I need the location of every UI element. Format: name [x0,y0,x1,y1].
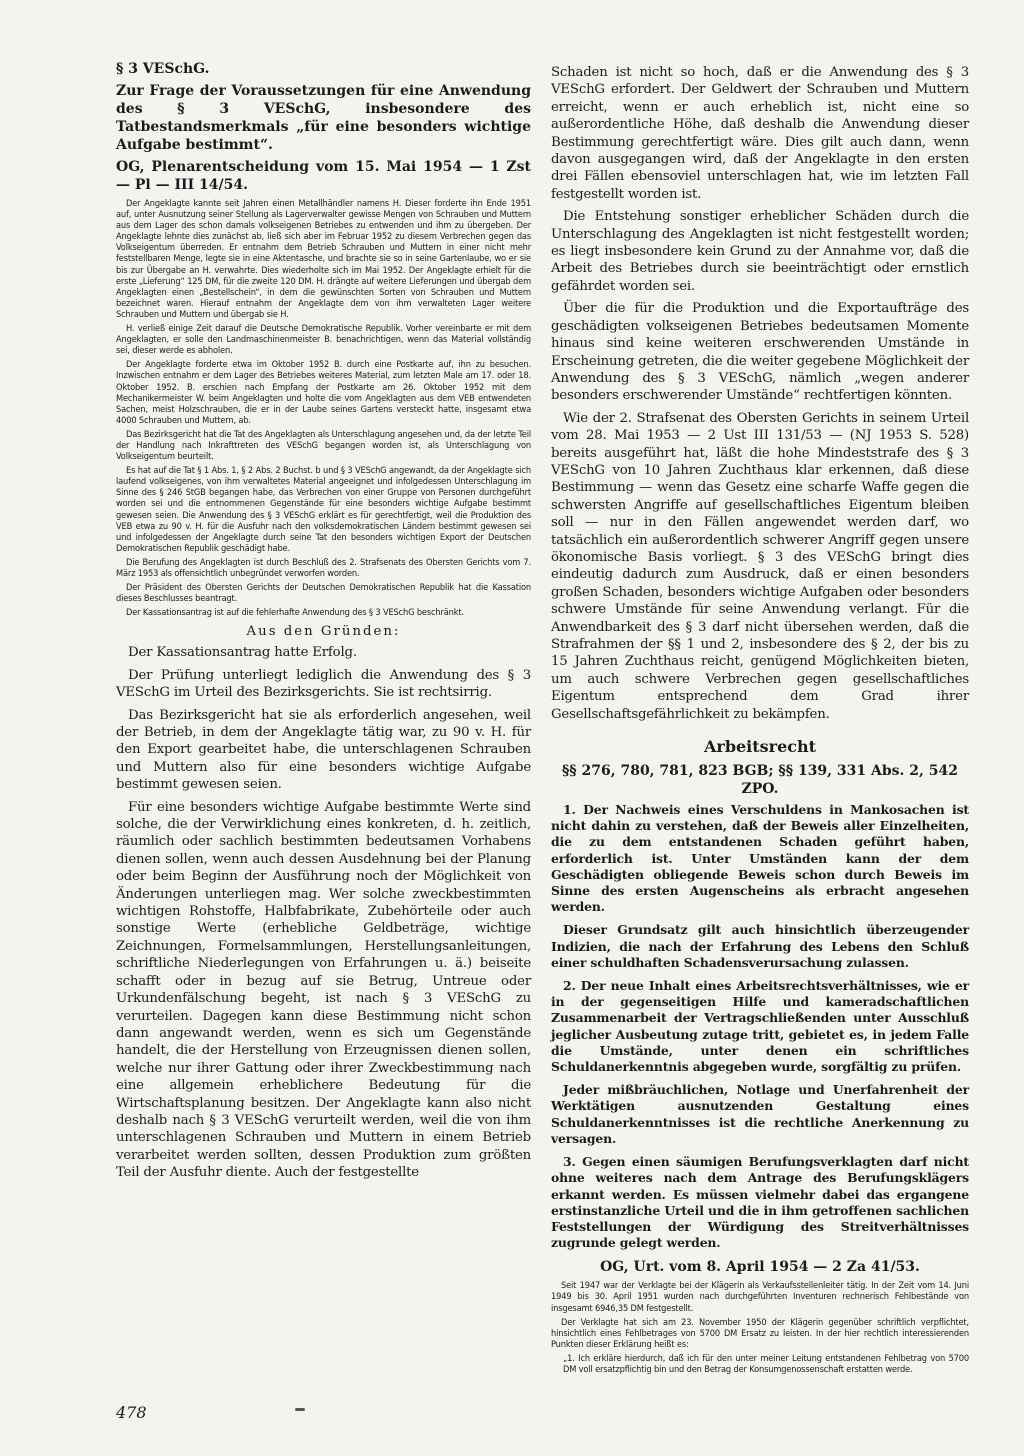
left-column [116,60,531,1187]
facts-paragraph: Es hat auf die Tat § 1 Abs. 1, § 2 Abs. 2 Buchst. b und § 3 VESchG angewandt, da der Angeklagte sich laufend volkseigenes, von ihm verwaltetes Material angeeignet und infolgedessen Unterschlagung im Sinne des § 246 StGB begangen habe, das Verbrechen von einer Gruppe von Personen durchgeführt worden sei und die entnommenen Gegenstände für eine besonders wichtige Aufgabe bestimmt gewesen seien. Die Anwendung des § 3 VESchG erklärt es für gerechtfertigt, weil die Produktion des VEB etwa zu 90 v. H. für die Ausfuhr nach den volksdemokratischen Ländern bestimmt gewesen sei und infolgedessen der Angeklagte durch seine Tat den besonders wichtigen Export der Deutschen Demokratischen Republik geschädigt habe. [116,465,531,554]
reasons-paragraph: Schaden ist nicht so hoch, daß er die Anwendung des § 3 VESchG erfordert. Der Geldwert der Schrauben und Muttern erreicht, wenn er auch erheblich ist, nicht eine so außerordentliche Höhe, daß deshalb die Anwendung dieser Bestimmung gerechtfertigt wäre. Dies gilt auch dann, wenn davon ausgegangen wird, daß der Angeklagte in den ersten drei Fällen ebensoviel unterschlagen hat, wie im letzten Fall festgestellt worden ist. [551,65,969,202]
section-title: Arbeitsrecht [703,737,817,757]
facts-paragraph: Die Berufung des Angeklagten ist durch Beschluß des 2. Strafsenats des Obersten Gerichts vom 7. März 1953 als offensichtlich unbegründet verworfen worden. [116,556,531,579]
facts-paragraph: Der Verklagte hat sich am 23. November 1950 der Klägerin gegenüber schriftlich verpflichtet, hinsichtlich eines Fehlbetrages von 5700 DM Ersatz zu leisten. In der hier rechtlich interessierenden Punkten dieser Erklärung heißt es: [551,1316,969,1350]
reasons-heading: Aus den Gründen: [246,624,401,640]
facts-paragraph: Der Angeklagte forderte etwa im Oktober 1952 B. durch eine Postkarte auf, ihn zu besuchen. Inzwischen entnahm er dem Lager des Betriebes weiteres Material, zum letzten Male am 17. oder 18. Oktober 1952. B. erschien nach Empfang der Postkarte am 26. Oktober 1952 mit dem Mechanikermeister W. beim Angeklagten und holte die vom Angeklagten aus dem VEB entwendeten Sachen, meist Holzschrauben, die er in der Laube seines Gartens versteckt hatte, insgesamt etwa 4000 Schrauben und Muttern, ab. [116,359,531,426]
page-number: 478 [116,1403,147,1422]
reasons-paragraph: Die Entstehung sonstiger erheblicher Schäden durch die Unterschlagung des Angeklagten ist nicht festgestellt worden; es liegt insbesondere kein Grund zu der Annahme vor, daß die Arbeit des Betriebes durch sie beeinträchtigt oder ernstlich gefährdet worden sei. [551,209,969,294]
reasons-paragraph: Für eine besonders wichtige Aufgabe bestimmte Werte sind solche, die der Verwirklichung eines konkreten, d. h. zeitlich, räumlich oder sachlich bestimmten bedeutsamen Vorhabens dienen sollen, wenn auch dessen Ausdehnung bei der Planung oder beim Beginn der Ausführung noch der Möglichkeit von Änderungen unterliegen mag. Wer solche zweckbestimmten wichtigen Rohstoffe, Halbfabrikate, Zubehörteile oder auch sonstige Werte (erhebliche Geldbeträge, wichtige Zeichnungen, Formelsammlungen, Herstellungsanleitungen, schriftliche Niederlegungen von Erfahrungen u. ä.) beiseite schafft oder in bezug auf sie Betrug, Untreue oder Urkundenfälschung begeht, ist nach § 3 VESchG zu verurteilen. Dagegen kann diese Bestimmung nicht schon dann angewandt werden, wenn es sich um Gegenstände handelt, die der Herstellung von Erzeugnissen dienen sollen, welche nur ihrer Gattung oder ihrer Zweckbestimmung nach eine allgemein erheblichere Bedeutung für die Wirtschaftsplanung besitzen. Der Angeklagte kann also nicht deshalb nach § 3 VESchG verurteilt werden, weil die von ihm unterschlagenen Schrauben und Muttern in einem Betrieb verarbeitet werden sollten, dessen Produktion zum größten Teil der Ausfuhr diente. Auch der festgestellte [116,799,531,1181]
facts-paragraph: Der Präsident des Obersten Gerichts der Deutschen Demokratischen Republik hat die Kassation dieses Beschlusses beantragt. [116,582,531,605]
headnote-paragraph: 3. Gegen einen säumigen Berufungsverklagten darf nicht ohne weiteres nach dem Antrage des Berufungsklägers erkannt werden. Es müssen vielmehr dabei das ergangene erstinstanzliche Urteil und die in ihm getroffenen sachlichen Feststellungen der Würdigung des Streitverhältnisses zugrunde gelegt werden. [551,1154,969,1251]
facts-paragraph: Das Bezirksgericht hat die Tat des Angeklagten als Unterschlagung angesehen und, da der letzte Teil der Handlung nach Inkrafttreten des VESchG begangen worden ist, als Unterschlagung von Volkseigentum beurteilt. [116,428,531,463]
reasons-paragraph: Wie der 2. Strafsenat des Obersten Gerichts in seinem Urteil vom 28. Mai 1953 — 2 Ust III 131/53 — (NJ 1953 S. 528) bereits ausgeführt hat, läßt die hohe Mindeststrafe des § 3 VESchG von 10 Jahren Zuchthaus klar erkennen, daß diese Bestimmung — wenn das Gesetz eine scharfe Waffe gegen die schwersten Angriffe auf gesellschaftliches Eigentum bleiben soll — nur in den Fällen angewendet werden darf, wo tatsächlich ein außerordentlich schwerer Angriff gegen unsere ökonomische Basis vorliegt. § 3 des VESchG bringt dies eindeutig dadurch zum Ausdruck, daß er einen besonders großen Schaden, besonders wichtige Aufgaben oder besonders schwere Umstände für seine Anwendung verlangt. Für die Anwendbarkeit des § 3 darf nicht übersehen werden, daß die Strafrahmen der §§ 1 und 2, insbesondere des § 2, der bis zu 15 Jahren Zuchthaus reicht, genügend Möglichkeiten bieten, um auch schwere Verbrechen gegen gesellschaftliches Eigentum entsprechend dem Grad ihrer Gesellschaftsgefährlichkeit zu bekämpfen. [551,410,969,722]
headnote: Zur Frage der Voraussetzungen für eine Anwendung des § 3 VESchG, insbesondere des Tatbestandsmerkmals „für eine besonders wichtige Aufgabe bestimmt“. [116,83,531,153]
decision-citation: OG, Urt. vom 8. April 1954 — 2 Za 41/53. [600,1259,920,1276]
reasons-paragraph: Das Bezirksgericht hat sie als erforderlich angesehen, weil der Betrieb, in dem der Angeklagte tätig war, zu 90 v. H. für den Export gearbeitet habe, die unterschlagenen Schrauben und Muttern also für eine besonders wichtige Aufgabe bestimmt gewesen seien. [116,707,531,793]
headnote-paragraph: 1. Der Nachweis eines Verschuldens in Mankosachen ist nicht dahin zu verstehen, daß der Beweis aller Einzelheiten, die zu dem entstandenen Schaden geführt haben, erforderlich ist. Unter Umständen kann der dem Geschädigten obliegende Beweis schon durch Beweis im Sinne des ersten Augenscheins als erbracht angesehen werden. [551,802,969,915]
reasons-paragraph: Der Prüfung unterliegt lediglich die Anwendung des § 3 VESchG im Urteil des Bezirksgerichts. Sie ist rechtsirrig. [116,667,531,701]
headnote-paragraph: 2. Der neue Inhalt eines Arbeitsrechtsverhältnisses, wie er in der gegenseitigen Hilfe und kameradschaftlichen Zusammenarbeit der Vertragschließenden unter Ausschluß jeglicher Ausbeutung zutage tritt, gebietet es, in jedem Falle die Umstände, unter denen ein schriftliches Schuldanerkenntnis abgegeben wurde, sorgfältig zu prüfen. [551,978,969,1075]
headnote-paragraph: Jeder mißbräuchlichen, Notlage und Unerfahrenheit der Werktätigen ausnutzenden Gestaltung eines Schuldanerkenntnisses ist die rechtliche Anerkennung zu versagen. [551,1082,969,1146]
statute-reference: §§ 276, 780, 781, 823 BGB; §§ 139, 331 Abs. 2, 542 ZPO. [561,763,959,798]
quoted-declaration: „1. Ich erkläre hierdurch, daß ich für den unter meiner Leitung entstandenen Fehlbetrag von 5700 DM voll ersatzpflichtig bin und den Betrag der Konsumgenossenschaft erstatten werde. [563,1352,969,1375]
facts-paragraph: Der Angeklagte kannte seit Jahren einen Metallhändler namens H. Dieser forderte ihn Ende 1951 auf, unter Ausnutzung seiner Stellung als Lagerverwalter gewisse Mengen von Schrauben und Muttern aus dem Lager des schon damals volkseigenen Betriebes zu entwenden und ihm zu übergeben. Der Angeklagte lehnte dies zunächst ab, ließ sich aber im Februar 1952 zu diesem Verbrechen gegen das Volkseigentum überreden. Er entnahm dem Betrieb Schrauben und Muttern in einer nicht mehr feststellbaren Menge, legte sie in eine Aktentasche, und brachte sie so in seine Gartenlaube, wo er sie bis zur Übergabe an H. verwahrte. Dies wiederholte sich im Mai 1952. Der Angeklagte erhielt für die erste „Lieferung“ 125 DM, für die zweite 120 DM. H. drängte auf weitere Lieferungen und übergab dem Angeklagten einen „Bestellschein“, in dem die gewünschten Sorten von Schrauben und Muttern bezeichnet waren. Hierauf entnahm der Angeklagte dem von ihm verwalteten Lager weitere Schrauben und Muttern und übergab sie H. [116,198,531,320]
headnote-paragraph: Dieser Grundsatz gilt auch hinsichtlich überzeugender Indizien, die nach der Erfahrung des Lebens den Schluß einer schuldhaften Schadensverursachung zulassen. [551,922,969,970]
reasons-paragraph: Über die für die Produktion und die Exportaufträge des geschädigten volkseigenen Betriebes bedeutsamen Momente hinaus sind keine weiteren erschwerenden Umstände in Erscheinung getreten, die die weiter gegebene Möglichkeit der Anwendung des § 3 VESchG, nämlich „wegen anderer besonders erschwerender Umstände“ rechtfertigen könnten. [551,301,969,404]
statute-reference: § 3 VESchG. [116,61,210,77]
facts-paragraph: H. verließ einige Zeit darauf die Deutsche Demokratische Republik. Vorher vereinbarte er mit dem Angeklagten, er solle den Landmaschinenmeister B. benachrichtigen, wenn das Material vollständig sei, dieser werde es abholen. [116,323,531,357]
print-speck [295,1408,305,1411]
decision-citation: OG, Plenarentscheidung vom 15. Mai 1954 — 1 Zst — Pl — III 14/54. [116,159,531,193]
right-column [551,64,969,1378]
facts-paragraph: Der Kassationsantrag ist auf die fehlerhafte Anwendung des § 3 VESchG beschränkt. [126,607,464,619]
facts-paragraph: Seit 1947 war der Verklagte bei der Klägerin als Verkaufsstellenleiter tätig. In der Zeit vom 14. Juni 1949 bis 30. April 1951 wurden nach durchgeführten Inventuren rechnerisch Fehlbestände von insgesamt 6946,35 DM festgestellt. [551,1280,969,1314]
reasons-paragraph: Der Kassationsantrag hatte Erfolg. [128,645,357,661]
